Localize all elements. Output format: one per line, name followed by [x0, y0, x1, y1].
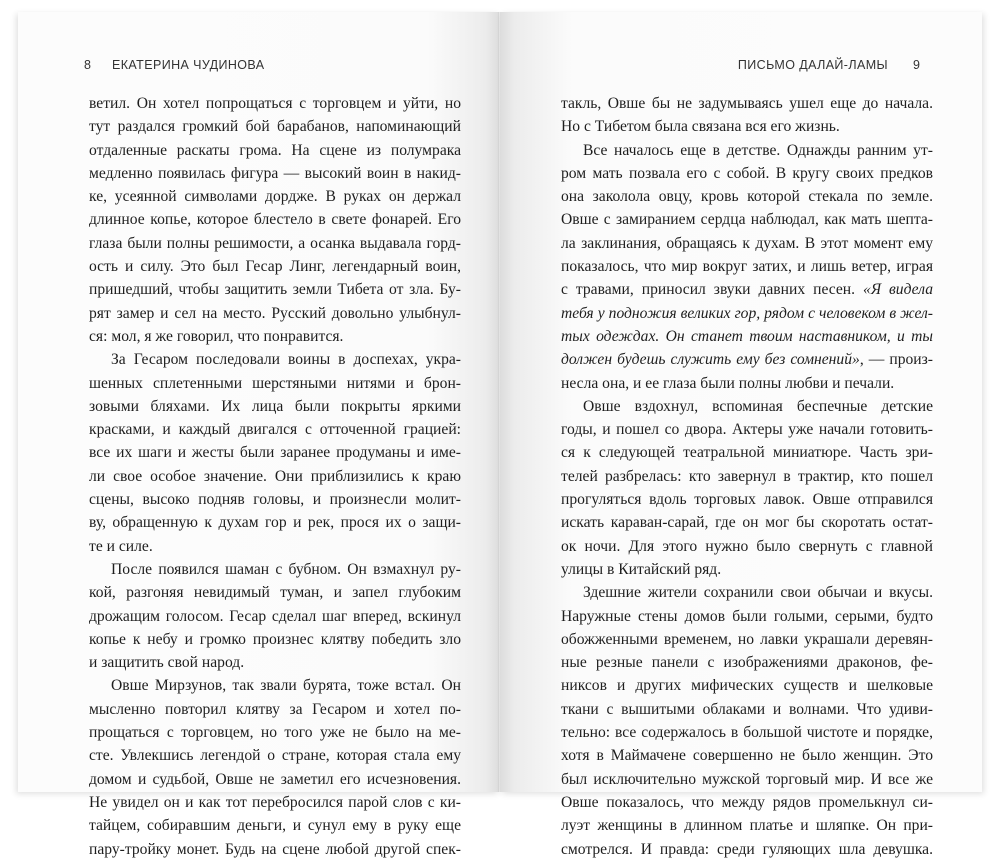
text-run: пришедший, чтобы защитить земли Тибета от зла. Бу- — [89, 281, 461, 299]
text-run: , — произ- — [859, 351, 933, 369]
text-run: телей разбрелась: кто завернул в трактир, кто пошел — [561, 467, 933, 485]
text-line — [89, 255, 461, 278]
text-run: ром мать позвала его с собой. В кругу своих предков — [561, 164, 933, 182]
text-run: ветил. Он хотел попрощаться с торговцем и уйти, но — [89, 95, 461, 112]
text-line — [89, 302, 461, 325]
text-line — [89, 92, 461, 115]
text-run: прогуляться вдоль торговых лавок. Овше отправился — [561, 491, 933, 509]
text-run: красками, и каждый двигался с отточенной грацией: — [89, 421, 461, 439]
page-number: 9 — [913, 58, 920, 72]
text-line — [89, 814, 461, 837]
text-line — [561, 325, 933, 348]
body-text — [561, 92, 933, 861]
text-run: Овше с замиранием сердца наблюдал, как мать шепта- — [561, 211, 933, 229]
text-run: шенных сплетенными шерстяными нитями и брон- — [89, 374, 461, 392]
text-run: медленно появилась фигура — высокий воин в накид- — [89, 164, 461, 182]
text-run: никсов и других мифических существ и шелковые — [561, 677, 933, 695]
text-line — [89, 511, 461, 534]
text-line — [89, 441, 461, 464]
text-run: и защитить свой народ. — [89, 654, 245, 672]
text-line — [561, 232, 933, 255]
text-run: Овше показалось, что между рядов промелькнул си- — [561, 793, 933, 811]
text-line — [561, 185, 933, 208]
text-run: Овше Мирзунов, так звали бурята, тоже встал. Он — [111, 677, 461, 695]
text-run: копье к небу и громко произнес клятву победить зло — [89, 630, 461, 648]
text-line — [561, 278, 933, 301]
text-line — [89, 418, 461, 441]
text-line — [89, 698, 461, 721]
text-run: сте. Увлекшись легендой о стране, которая стала ему — [89, 747, 461, 765]
running-head: ПИСЬМО ДАЛАЙ-ЛАМЫ — [737, 58, 888, 72]
text-run: Овше вздохнул, вспоминая беспечные детские — [583, 397, 933, 415]
text-run: кой, разгоняя невидимый туман, и запел глубоким — [89, 584, 461, 602]
text-line — [561, 838, 933, 861]
text-run: улицы в Китайский ряд. — [561, 560, 722, 578]
text-line — [89, 185, 461, 208]
text-line — [561, 441, 933, 464]
text-line — [89, 465, 461, 488]
text-line — [89, 768, 461, 791]
text-line — [561, 581, 933, 604]
text-run: ву, обращенную к духам гор и рек, прося их о защи- — [89, 514, 461, 532]
text-run: За Гесаром последовали воины в доспехах, укра- — [111, 351, 461, 369]
text-line — [89, 488, 461, 511]
text-run: домом и судьбой, Овше не заметил его исчезновения. — [89, 770, 461, 788]
text-line — [89, 325, 461, 348]
text-run: дрожащим голосом. Гесар сделал шаг вперед, вскинул — [89, 607, 461, 625]
text-run: луэт женщины в длинном платье и шляпке. Он при- — [561, 817, 933, 835]
text-run: ные резные панели с изображениями драконов, фе- — [561, 654, 933, 672]
text-run: Не увидел он и как тот перебросился парой слов с ки- — [89, 793, 461, 811]
text-run: искать караван-сарай, где он мог бы скоротать остат- — [561, 514, 933, 532]
text-line — [561, 255, 933, 278]
text-run: ткани с вышитыми облаками и волнами. Что удиви- — [561, 700, 933, 718]
text-run: был исключительно мужской торговый мир. И все же — [561, 770, 933, 788]
text-run: Здешние жители сохранили свои обычаи и вкусы. — [583, 584, 933, 602]
text-line — [561, 651, 933, 674]
text-run: она заколола овцу, кровь которой стекала по земле. — [561, 188, 933, 206]
text-line — [561, 92, 933, 115]
text-line — [89, 162, 461, 185]
italic-run: тебя у подножия великих гор, рядом с человеком в жел- — [561, 304, 933, 322]
text-line — [89, 535, 461, 558]
text-line — [561, 674, 933, 697]
page-number: 8 — [84, 58, 91, 72]
text-line — [89, 139, 461, 162]
text-run: Все началось еще в детстве. Однажды ранним ут- — [583, 141, 933, 159]
text-line — [561, 768, 933, 791]
text-run: После появился шаман с бубном. Он взмахнул ру- — [111, 560, 461, 578]
text-line — [89, 744, 461, 767]
text-run: хотя в Маймачене совершенно не было женщин. Это — [561, 747, 933, 765]
text-line — [561, 139, 933, 162]
text-line — [89, 348, 461, 371]
text-line — [561, 558, 933, 581]
text-line — [89, 232, 461, 255]
text-line — [89, 651, 461, 674]
text-run: ость и силу. Это был Гесар Линг, легендарный воин, — [89, 258, 461, 276]
text-line — [89, 372, 461, 395]
text-run: тельно: все содержалось в большой чистоте и порядке, — [561, 724, 933, 742]
text-line — [89, 721, 461, 744]
text-line — [561, 791, 933, 814]
body-text — [89, 92, 461, 861]
text-line — [561, 511, 933, 534]
text-line — [561, 721, 933, 744]
text-line — [89, 581, 461, 604]
text-run: мысленно повторил клятву за Гесаром и хотел по- — [89, 700, 461, 718]
text-run: Но с Тибетом была связана вся его жизнь. — [561, 118, 840, 136]
text-line — [561, 208, 933, 231]
text-line — [89, 558, 461, 581]
text-run: ок ночи. Для этого нужно было свернуть с главной — [561, 537, 933, 555]
text-run: рят замер и сел на место. Русский довольно улыбнул- — [89, 304, 461, 322]
italic-run: должен будешь служить ему без сомнений» — [561, 351, 860, 369]
text-line — [561, 488, 933, 511]
text-line — [561, 535, 933, 558]
running-head: ЕКАТЕРИНА ЧУДИНОВА — [112, 58, 265, 72]
text-run: смотрелся. И правда: среди гуляющих шла девушка. — [561, 840, 933, 858]
text-run: тайцем, собиравшим деньги, и сунул ему в руку еще — [89, 817, 461, 835]
text-line — [89, 208, 461, 231]
text-run: ла заклинания, обращаясь к духам. В этот момент ему — [561, 234, 933, 252]
italic-run: «Я видела — [863, 281, 933, 299]
text-run: показалось, что мир вокруг затих, и лишь ветер, играя — [561, 258, 933, 276]
text-line — [561, 162, 933, 185]
text-run: ся: мол, я же говорил, что понравится. — [89, 327, 344, 345]
text-run: отдаленные раскаты грома. На сцене из полумрака — [89, 141, 461, 159]
text-line — [561, 605, 933, 628]
text-line — [561, 115, 933, 138]
text-line — [561, 698, 933, 721]
text-line — [561, 302, 933, 325]
text-run: сцены, высоко подняв головы, и произнесли молит- — [89, 491, 461, 509]
text-run: с травами, приносил звуки давних песен. — [561, 281, 864, 299]
text-line — [561, 348, 933, 371]
text-run: ке, усеянной символами дордже. В руках он держал — [89, 188, 461, 206]
text-line — [89, 605, 461, 628]
text-run: тут раздался громкий бой барабанов, напоминающий — [89, 118, 461, 136]
text-line — [561, 395, 933, 418]
text-line — [89, 791, 461, 814]
text-run: прощаться с торговцем, но того уже не было на ме- — [89, 724, 461, 742]
text-run: Наружные стены домов были голыми, серыми, будто — [561, 607, 933, 625]
text-run: такль, Овше бы не задумываясь ушел еще до начала. — [561, 95, 933, 112]
text-line — [89, 628, 461, 651]
left-page — [18, 12, 500, 858]
text-line — [561, 372, 933, 395]
text-run: ся к следующей театральной миниатюре. Часть зри- — [561, 444, 933, 462]
text-line — [89, 395, 461, 418]
text-line — [561, 628, 933, 651]
text-run: те и силе. — [89, 537, 153, 555]
text-line — [89, 115, 461, 138]
text-line — [561, 744, 933, 767]
text-run: глаза были полны решимости, а осанка выдавала горд- — [89, 234, 461, 252]
text-run: длинное копье, которое блестело в свете фонарей. Его — [89, 211, 461, 229]
text-line — [89, 838, 461, 861]
text-run: несла она, и ее глаза были полны любви и печали. — [561, 374, 895, 392]
text-run: все их шаги и жесты были заранее продуманы и име- — [89, 444, 461, 462]
italic-run: тых одеждах. Он станет твоим наставником, и ты — [561, 327, 933, 345]
right-page — [500, 12, 982, 858]
text-line — [89, 278, 461, 301]
text-run: обожженными временем, но лавки украшали деревян- — [561, 630, 933, 648]
text-run: зовыми бляхами. Их лица были покрыты яркими — [89, 397, 461, 415]
text-line — [561, 465, 933, 488]
text-run: годы, и пошел со двора. Актеры уже начали готовить- — [561, 421, 933, 439]
text-line — [89, 674, 461, 697]
text-line — [561, 814, 933, 837]
text-run: пару-тройку монет. Будь на сцене любой другой спек- — [89, 840, 461, 858]
text-run: ли свое особое значение. Они приблизились к краю — [89, 467, 461, 485]
text-line — [561, 418, 933, 441]
